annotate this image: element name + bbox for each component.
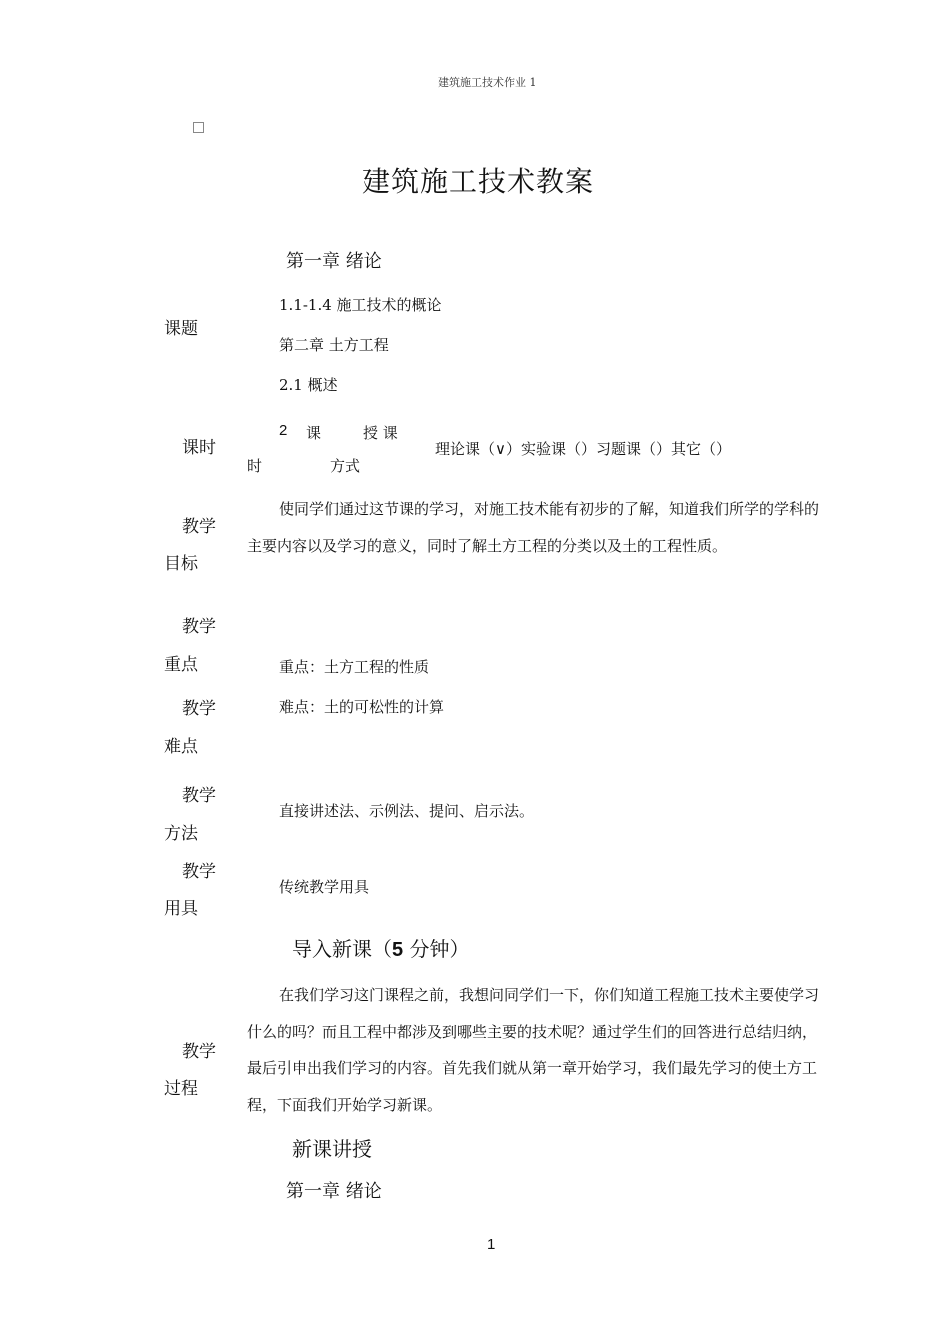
tools-text: 传统教学用具 — [279, 878, 370, 896]
hours-value: 2 — [279, 422, 288, 439]
tools-label-top: 教学 — [182, 862, 216, 882]
intro-heading-suffix: 分钟） — [403, 937, 470, 961]
chapter-1-heading: 第一章 绪论 — [286, 251, 382, 272]
tools-label-bottom: 用具 — [164, 899, 198, 919]
hours-label: 课时 — [182, 438, 216, 458]
key-point-label-top: 教学 — [182, 617, 216, 637]
method-text: 直接讲述法、示例法、提问、启示法。 — [279, 802, 535, 820]
topic-label: 课题 — [164, 319, 198, 339]
checkbox-icon — [193, 122, 204, 133]
topic-line-1: 1.1-1.4 施工技术的概论 — [279, 296, 442, 314]
document-title: 建筑施工技术教案 — [362, 165, 595, 198]
objective-label-top: 教学 — [182, 517, 216, 537]
running-header: 建筑施工技术作业 1 — [438, 76, 537, 89]
lesson-types: 理论课（∨）实验课（）习题课（）其它（） — [435, 440, 731, 458]
process-text: 在我们学习这门课程之前，我想问同学们一下，你们知道工程施工技术主要使学习什么的吗？而且工程中都涉及到哪些主要的技术呢？通过学生们的回答进行总结归纳，最后引申出我们学习的内容。首先我们就从第一章开始学习，我们最先学习的使土方工程，下面我们开始学习新课。 — [247, 986, 820, 1114]
process-label-top: 教学 — [182, 1042, 216, 1062]
method-label-top: 授 课 — [363, 424, 398, 442]
intro-heading-prefix: 导入新课（ — [292, 937, 392, 961]
process-label-bottom: 过程 — [164, 1079, 198, 1099]
objective-label-bottom: 目标 — [164, 554, 198, 574]
method-label-bottom: 方式 — [330, 457, 361, 475]
hours-unit-shi: 时 — [247, 457, 263, 475]
page-number: 1 — [487, 1236, 496, 1253]
intro-heading-minutes: 5 — [392, 939, 404, 961]
difficulty-text: 难点：土的可松性的计算 — [279, 698, 445, 716]
new-lesson-heading: 新课讲授 — [292, 1137, 372, 1161]
intro-heading — [292, 933, 469, 962]
key-point-text: 重点：土方工程的性质 — [279, 658, 430, 676]
hours-unit-ke: 课 — [306, 424, 322, 442]
new-lesson-chapter: 第一章 绪论 — [286, 1181, 382, 1202]
method-label-bottom: 方法 — [164, 824, 198, 844]
objective-text: 使同学们通过这节课的学习，对施工技术能有初步的了解，知道我们所学的学科的主要内容以及学习的意义，同时了解土方工程的分类以及土的工程性质。 — [247, 500, 820, 555]
difficulty-label-top: 教学 — [182, 699, 216, 719]
difficulty-label-bottom: 难点 — [164, 737, 198, 757]
method-label-top: 教学 — [182, 786, 216, 806]
topic-line-3: 2.1 概述 — [279, 376, 338, 394]
topic-line-2: 第二章 土方工程 — [279, 336, 389, 354]
key-point-label-bottom: 重点 — [164, 655, 198, 675]
